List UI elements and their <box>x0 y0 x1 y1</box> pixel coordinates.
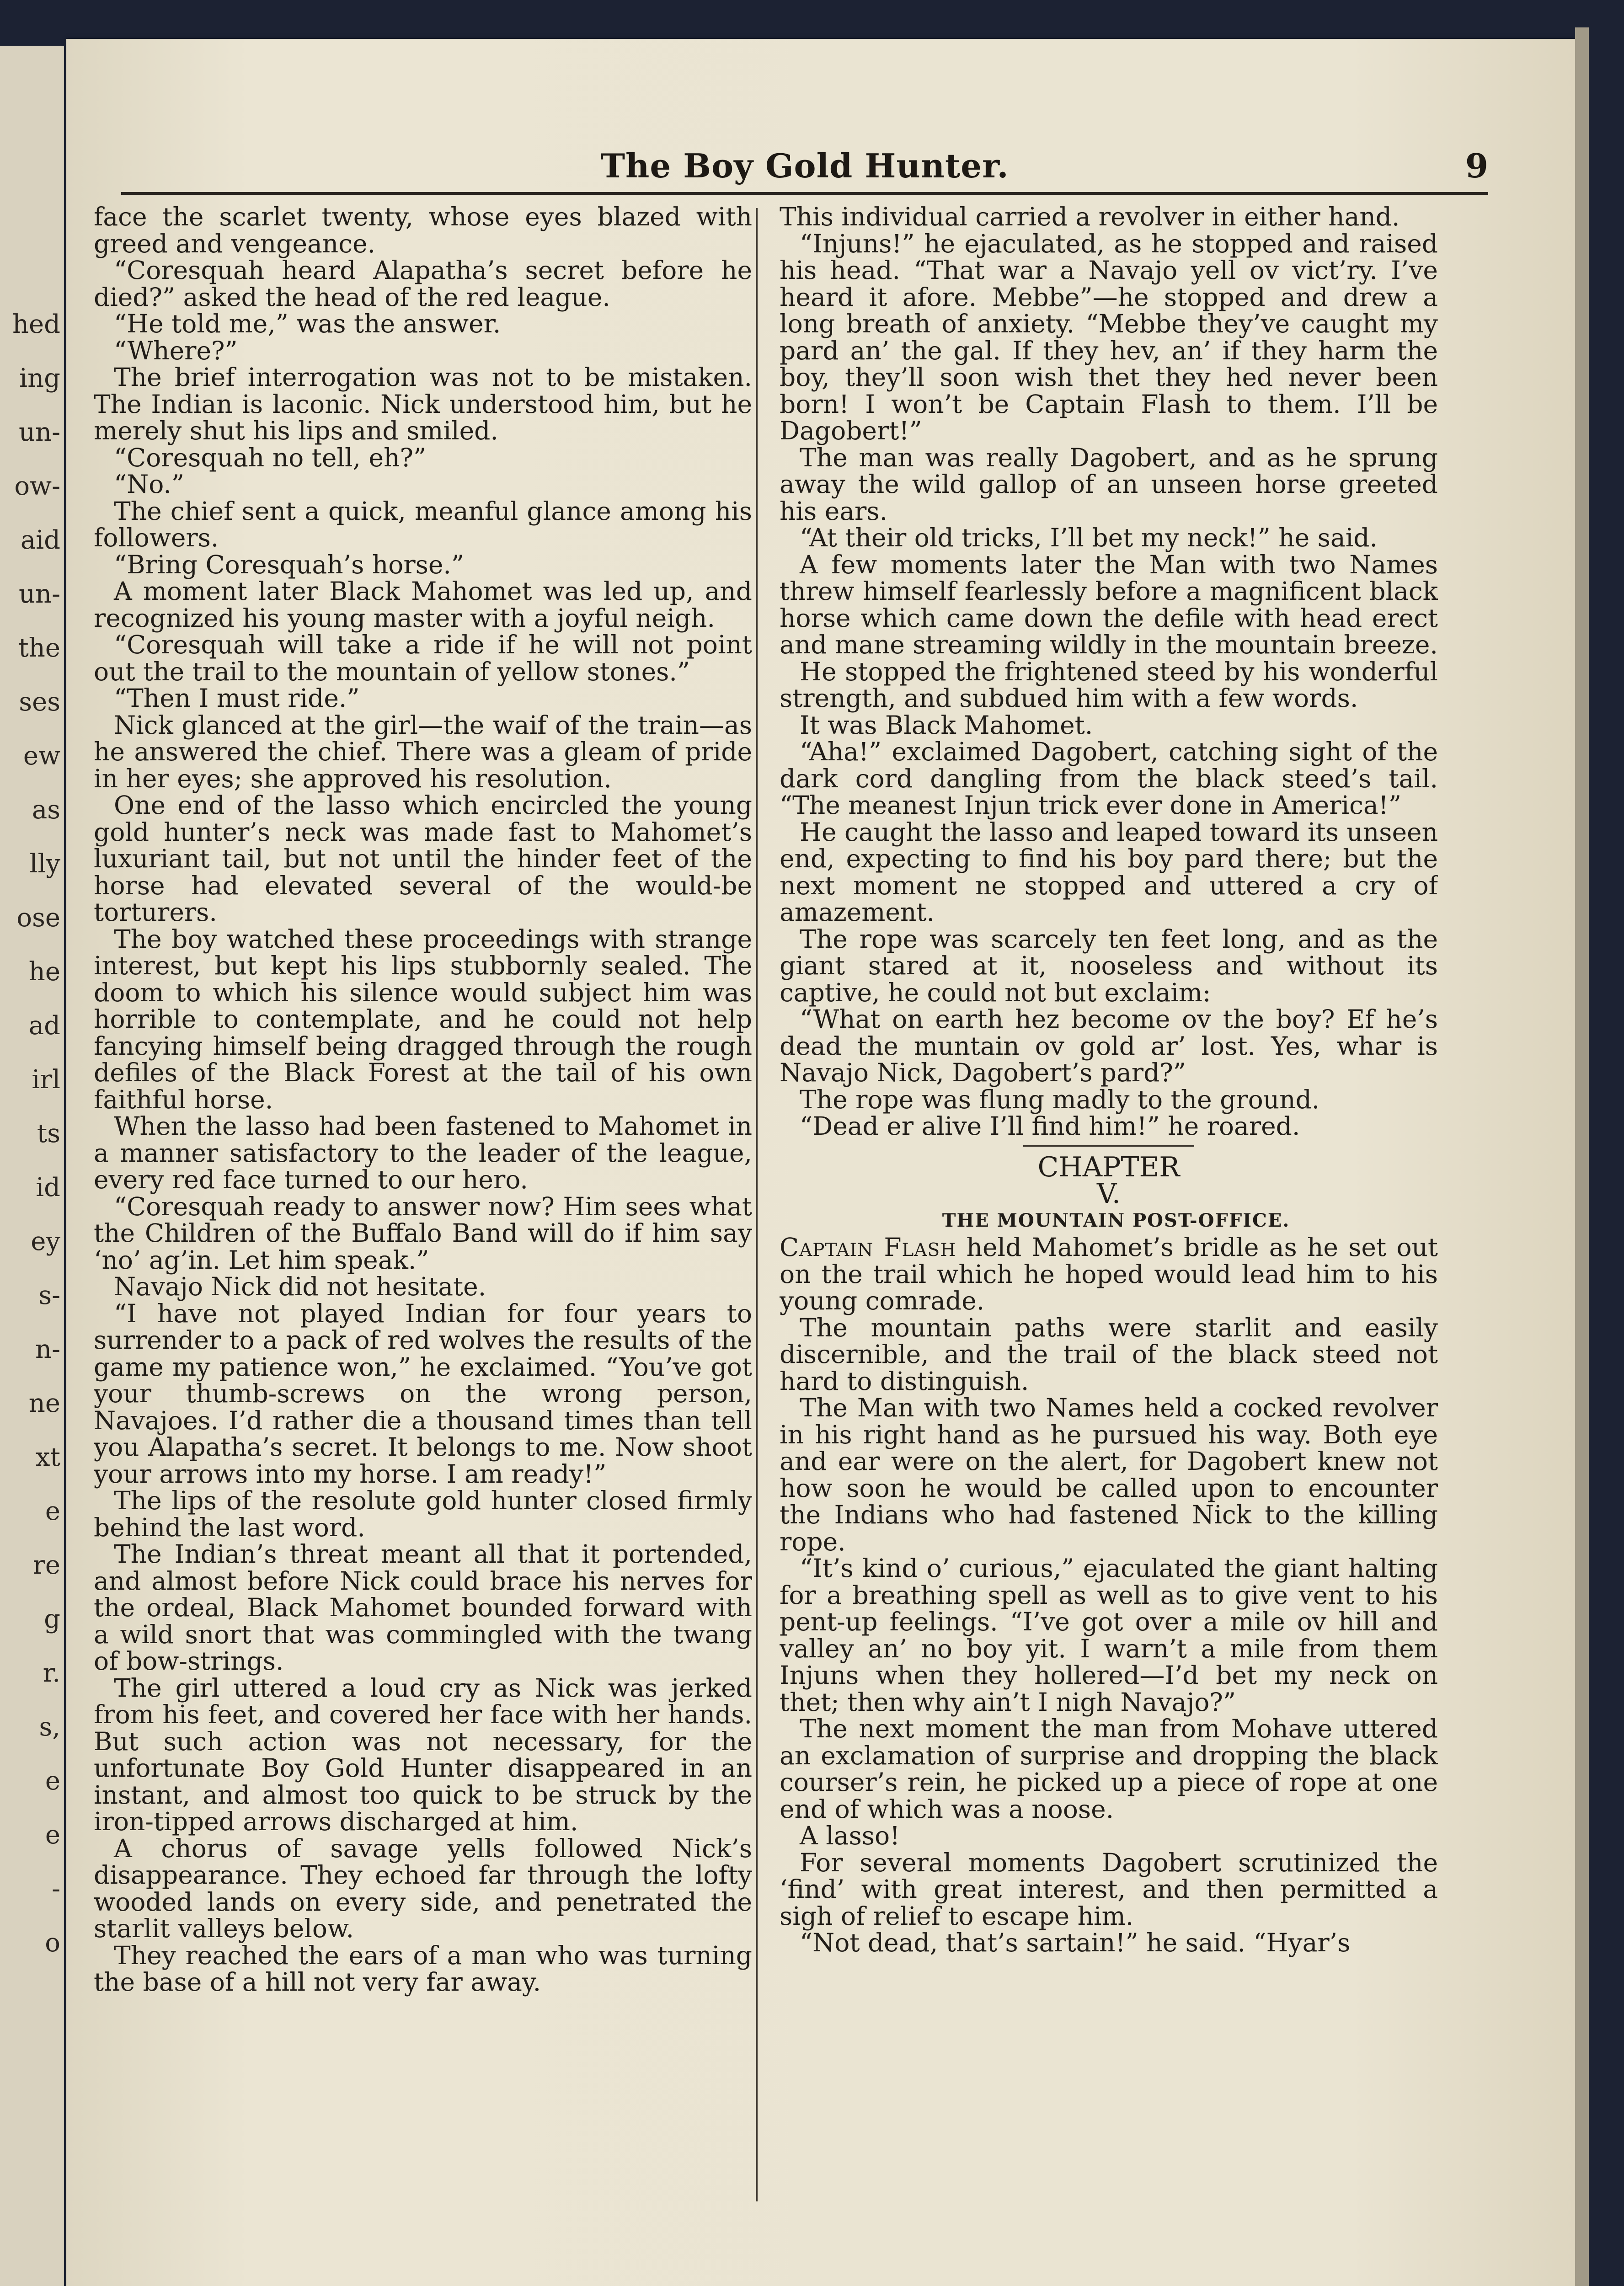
prev-page-fragment: ose <box>16 903 60 933</box>
book-spine <box>1575 27 1589 2286</box>
prev-page-fragment: s, <box>39 1712 60 1742</box>
paragraph: The chief sent a quick, meanful glance among his followers. <box>94 496 752 552</box>
right-column-after-chapter <box>780 1314 1438 1956</box>
paragraph: He stopped the frightened steed by his wonderful strength, and subdued him with a few words. <box>780 657 1438 713</box>
paragraph: The rope was scarcely ten feet long, and as the giant stared at it, nooseless and without its captive, he could not but exclaim: <box>780 924 1438 1007</box>
paragraph: This individual carried a revolver in either hand. <box>780 203 1400 231</box>
paragraph: It was Black Mahomet. <box>800 710 1093 740</box>
prev-page-fragment: e <box>45 1496 60 1526</box>
chapter-subtitle: THE MOUNTAIN POST-OFFICE. <box>942 1209 1290 1231</box>
paragraph: “Coresquah ready to answer now? Him sees what the Children of the Buffalo Band will do if him say ‘no’ ag’in. Let him speak.” <box>94 1191 752 1275</box>
chapter-opening-paragraph <box>780 1234 1438 1314</box>
prev-page-fragment: the <box>18 633 60 663</box>
previous-page-edge <box>0 46 64 2286</box>
paragraph: The lips of the resolute gold hunter closed firmly behind the last word. <box>94 1486 752 1542</box>
paragraph: “It’s kind o’ curious,” ejaculated the giant halting for a breathing spell as well as to give vent to his pent-up feelings. “I’ve got over a mile ov hill and valley an’ no boy yit. I warn’t a mile from them Injuns when they hollered—I’d bet my neck on thet; then why ain’t I nigh Navajo?” <box>780 1554 1438 1717</box>
paragraph: A moment later Black Mahomet was led up, and recognized his young master with a joyful neigh. <box>94 577 752 633</box>
running-title: The Boy Gold Hunter. <box>600 146 1009 185</box>
paragraph: “Injuns!” he ejaculated, as he stopped and raised his head. “That war a Navajo yell ov vict’ry. I’ve heard it afore. Mebbe”—he stopped and drew a long breath of anxiety. “Mebbe they’ve caught my pard an’ the gal. If they hev, an’ if they harm the boy, they’ll soon wish thet they hed never been born! I won’t be Captain Flash to them. I’ll be Dagobert!” <box>780 229 1438 445</box>
paragraph: A lasso! <box>800 1821 900 1850</box>
paragraph: One end of the lasso which encircled the young gold hunter’s neck was made fast to Mahomet’s luxuriant tail, but not until the hinder feet of the horse had elevated several of the would-be torturers. <box>94 790 752 927</box>
page <box>66 39 1575 2286</box>
prev-page-fragment: as <box>32 795 60 825</box>
prev-page-fragment: ts <box>37 1119 60 1148</box>
paragraph: “He told me,” was the answer. <box>114 309 501 338</box>
opening-rest: held Mahomet’s bridle as he set out on the trail which he hoped would lead him to his young comrade. <box>780 1233 1438 1315</box>
prev-page-fragment: ew <box>23 741 60 771</box>
chapter-heading <box>1023 1145 1194 1210</box>
prev-page-fragment: hed <box>12 310 60 339</box>
prev-page-fragment: o <box>45 1928 60 1958</box>
paragraph: The mountain paths were starlit and easily discernible, and the trail of the black steed not hard to distinguish. <box>780 1313 1438 1396</box>
paragraph: “Coresquah will take a ride if he will not point out the trail to the mountain of yellow stones.” <box>94 630 752 686</box>
paragraph: “Bring Coresquah’s horse.” <box>114 550 465 579</box>
prev-page-fragment: s- <box>38 1281 60 1310</box>
prev-page-fragment: he <box>28 957 60 987</box>
prev-page-fragment: g <box>44 1604 60 1634</box>
prev-page-fragment: aid <box>20 525 60 555</box>
paragraph: A few moments later the Man with two Names threw himself fearlessly before a magnificent black horse which came down the defile with head erect and mane streaming wildly in the mountain breeze. <box>780 550 1438 659</box>
right-column <box>780 203 1438 2215</box>
paragraph: “No.” <box>114 470 184 499</box>
paragraph: “Coresquah no tell, eh?” <box>114 443 427 472</box>
left-column <box>94 203 752 2215</box>
prev-page-fragment: ey <box>31 1227 60 1256</box>
prev-page-fragment: n- <box>35 1335 60 1364</box>
paragraph: Navajo Nick did not hesitate. <box>114 1272 486 1301</box>
prev-page-fragment: un- <box>18 417 60 447</box>
prev-page-fragment: ing <box>19 363 60 393</box>
paragraph: They reached the ears of a man who was turning the base of a hill not very far away. <box>94 1940 752 1997</box>
paragraph: The rope was flung madly to the ground. <box>800 1084 1320 1114</box>
paragraph: For several moments Dagobert scrutinized the ‘find’ with great interest, and then permitted a sigh of relief to escape him. <box>780 1848 1438 1931</box>
paragraph: “What on earth hez become ov the boy? Ef he’s dead the muntain ov gold ar’ lost. Yes, whar is Navajo Nick, Dagobert’s pard?” <box>780 1004 1438 1087</box>
prev-page-fragment: r. <box>43 1658 60 1688</box>
prev-page-fragment: e <box>45 1766 60 1796</box>
paragraph: The man was really Dagobert, and as he sprung away the wild gallop of an unseen horse greeted his ears. <box>780 443 1438 526</box>
paragraph: He caught the lasso and leaped toward its unseen end, expecting to find his boy pard there; but the next moment ne stopped and uttered a cry of amazement. <box>780 817 1438 927</box>
paragraph: “Where?” <box>114 336 238 365</box>
prev-page-fragment: re <box>33 1550 60 1580</box>
paragraph: The boy watched these proceedings with strange interest, but kept his lips stubbornly sealed. The doom to which his silence would subject him was horrible to contemplate, and he could not help fancying himself being dragged through the rough defiles of the Black Forest at the tail of his own faithful horse. <box>94 924 752 1114</box>
column-rule <box>756 208 758 2201</box>
paragraph: face the scarlet twenty, whose eyes blazed with greed and vengeance. <box>94 203 752 258</box>
prev-page-fragment: ad <box>28 1011 60 1041</box>
paragraph: “Dead er alive I’ll find him!” he roared. <box>800 1111 1300 1141</box>
page-header <box>121 142 1488 195</box>
paragraph: “Aha!” exclaimed Dagobert, catching sight of the dark cord dangling from the black steed’s tail. “The meanest Injun trick ever done in America!” <box>780 737 1438 820</box>
paragraph: “Then I must ride.” <box>114 684 360 713</box>
chapter-title: CHAPTER V. <box>1037 1151 1180 1210</box>
prev-page-fragment: irl <box>32 1065 60 1095</box>
paragraph: The Man with two Names held a cocked revolver in his right hand as he pursued his way. Both eye and ear were on the alert, for Dagobert knew not how soon he would be called upon to encounter the Indians who had fastened Nick to the killing rope. <box>780 1393 1438 1556</box>
paragraph: “At their old tricks, I’ll bet my neck!” he said. <box>800 523 1378 552</box>
prev-page-fragment: lly <box>29 849 60 879</box>
opening-smallcaps: Captain Flash <box>780 1233 956 1262</box>
right-column-before-chapter <box>780 203 1438 1140</box>
paragraph: When the lasso had been fastened to Mahomet in a manner satisfactory to the leader of the league, every red face turned to our hero. <box>94 1111 752 1194</box>
prev-page-fragment: un- <box>18 579 60 609</box>
prev-page-fragment: ne <box>28 1389 60 1418</box>
prev-page-fragment: xt <box>35 1442 60 1472</box>
paragraph: The Indian’s threat meant all that it portended, and almost before Nick could brace his nerves for the ordeal, Black Mahomet bounded forward with a wild snort that was commingled with the twang of bow-strings. <box>94 1539 752 1676</box>
paragraph: “Not dead, that’s sartain!” he said. “Hyar’s <box>800 1928 1351 1957</box>
prev-page-fragment: id <box>36 1173 60 1202</box>
prev-page-fragment: - <box>52 1874 60 1904</box>
prev-page-fragment: ses <box>19 687 60 717</box>
paragraph: The brief interrogation was not to be mistaken. The Indian is laconic. Nick understood him, but he merely shut his lips and smiled. <box>94 363 752 445</box>
paragraph: The next moment the man from Mohave uttered an exclamation of surprise and dropping the black courser’s rein, he picked up a piece of rope at one end of which was a noose. <box>780 1714 1438 1824</box>
paragraph: Nick glanced at the girl—the waif of the train—as he answered the chief. There was a gleam of pride in her eyes; she approved his resolution. <box>94 710 752 793</box>
page-number: 9 <box>1465 146 1488 185</box>
prev-page-fragment: e <box>45 1820 60 1850</box>
prev-page-fragment: ow- <box>14 471 60 501</box>
paragraph: The girl uttered a loud cry as Nick was jerked from his feet, and covered her face with her hands. But such action was not necessary, for the unfortunate Boy Gold Hunter disappeared in an instant, and almost too quick to be struck by the iron-tipped arrows discharged at him. <box>94 1673 752 1836</box>
paragraph: “Coresquah heard Alapatha’s secret before he died?” asked the head of the red league. <box>94 256 752 312</box>
paragraph: A chorus of savage yells followed Nick’s disappearance. They echoed far through the lofty wooded lands on every side, and penetrated the starlit valleys below. <box>94 1833 752 1943</box>
paragraph: “I have not played Indian for four years to surrender to a pack of red wolves the results of the game my patience won,” he exclaimed. “You’ve got your thumb-screws on the wrong person, Navajoes. I’d rather die a thousand times than tell you Alapatha’s secret. It belongs to me. Now shoot your arrows into my horse. I am ready!” <box>94 1298 752 1489</box>
